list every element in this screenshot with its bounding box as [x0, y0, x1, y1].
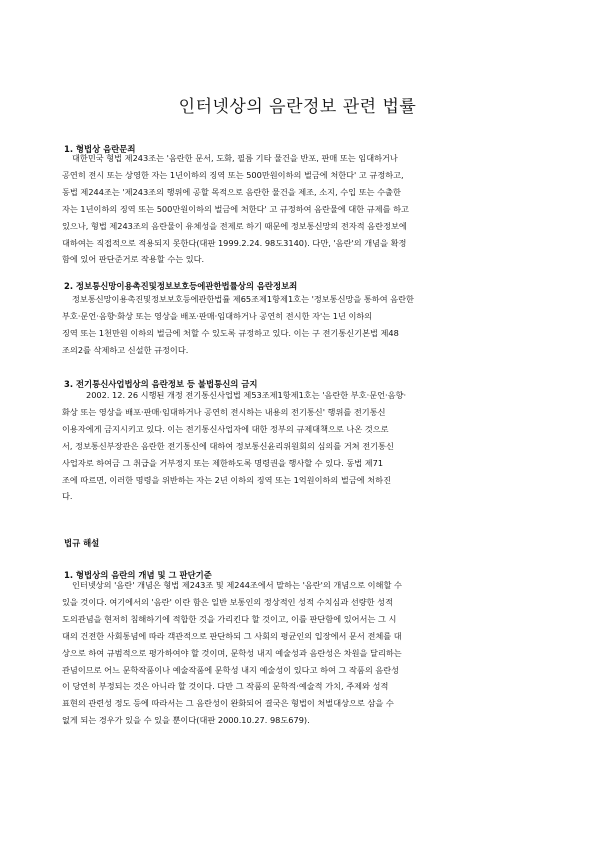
commentary-body	[62, 577, 540, 729]
section-heading-3: 3. 전기통신사업법상의 음란정보 등 불법통신의 금지	[64, 379, 258, 389]
text-line: 있을 것이다. 여기에서의 '음란' 이란 함은 일반 보통인의 정상적인 성적 수치심과 선량한 성적	[62, 596, 393, 607]
text-line: 동법 제244조는 '제243조의 행위에 공할 목적으로 음란한 물건을 제조, 소지, 수입 또는 수출한	[62, 186, 401, 197]
text-line: 대한민국 형법 제243조는 '음란한 문서, 도화, 필름 기타 물건을 반포, 판매 또는 임대하거나	[72, 153, 398, 163]
text-line: 부호·문언·음향·화상 또는 영상을 배포·판매·임대하거나 공연히 전시한 자'는 1년 이하의	[62, 310, 373, 321]
text-line: 대의 건전한 사회통념에 따라 객관적으로 판단하되 그 사회의 평균인의 입장에서 문서 전체를 대	[62, 630, 402, 641]
section-body-2	[62, 291, 540, 359]
text-line: 화상 또는 영상을 배포·판매·임대하거나 공연히 전시하는 내용의 전기통신' 행위를 전기통신	[62, 406, 386, 417]
text-line: 사업자로 하여금 그 취급을 거부정지 또는 제한하도록 명령권을 행사할 수 있다. 동법 제71	[62, 457, 384, 468]
section-body-3	[62, 387, 540, 505]
text-line: 대하여는 직접적으로 적용되지 못한다(대판 1999.2.24. 98도3140). 다만, '음란'의 개념을 확정	[62, 237, 407, 248]
section-body-1	[62, 150, 540, 268]
text-line: 조에 따르면, 이러한 명령을 위반하는 자는 2년 이하의 징역 또는 1억원이하의 벌금에 처하진	[62, 474, 391, 485]
text-line: 도의관념을 현저히 침해하기에 적합한 것을 가리킨다 할 것이고, 이를 판단함에 있어서는 그 시	[62, 613, 397, 624]
commentary-label: 법규 해설	[64, 538, 100, 548]
text-line: 있으나, 형법 제243조의 음란물이 유체성을 전제로 하기 때문에 정보통신망의 전자적 음란정보에	[62, 220, 407, 231]
text-line: 함에 있어 판단준거로 작용할 수는 있다.	[62, 254, 205, 265]
text-line: 이 당연히 부정되는 것은 아니라 할 것이다. 다만 그 작품의 문학적·예술적 가치, 주제와 성적	[62, 681, 389, 692]
text-line: 관념이므로 어느 문학작품이나 예술작품에 문학성 내지 예술성이 있다고 하여 그 작품의 음란성	[62, 664, 400, 675]
text-line: 2002. 12. 26 시행된 개정 전기통신사업법 제53조제1항제1호는 '음란한 부호·문언·음향·	[86, 390, 407, 400]
text-line: 공연히 전시 또는 상영한 자는 1년이하의 징역 또는 500만원이하의 벌금에 처한다' 고 규정하고,	[62, 169, 404, 180]
section-heading-2: 2. 정보통신망이용촉진및정보보호등에관한법률상의 음란정보죄	[64, 281, 298, 291]
text-line: 인터넷상의 '음란' 개념은 형법 제243조 및 제244조에서 말하는 '음란'의 개념으로 이해할 수	[72, 580, 402, 590]
text-line: 없게 되는 경우가 있을 수 있을 뿐이다(대판 2000.10.27. 98도679).	[62, 715, 310, 726]
text-line: 이용자에게 금지시키고 있다. 이는 전기통신사업자에 대한 정부의 규제대책으로 나온 것으로	[62, 423, 389, 434]
text-line: 정보통신망이용촉진및정보보호등에관한법률 제65조제1항제1호는 '정보통신망을 통하여 음란한	[72, 294, 414, 304]
text-line: 조의2를 삭제하고 신설한 규정이다.	[62, 344, 189, 355]
text-line: 자는 1년이하의 징역 또는 500만원이하의 벌금에 처한다' 고 규정하여 음란물에 대한 규제를 하고	[62, 203, 409, 214]
text-line: 다.	[62, 491, 73, 502]
text-line: 징역 또는 1천만원 이하의 벌금에 처할 수 있도록 규정하고 있다. 이는 구 전기통신기본법 제48	[62, 327, 399, 338]
document-title: 인터넷상의 음란정보 관련 법률	[178, 97, 417, 117]
text-line: 표현의 관련성 정도 등에 따라서는 그 음란성이 완화되어 결국은 형법이 처벌대상으로 삼을 수	[62, 698, 394, 709]
commentary-heading: 1. 형법상의 음란의 개념 및 그 판단기준	[64, 570, 212, 580]
section-heading-1: 1. 형법상 음란문죄	[64, 144, 136, 154]
text-line: 서, 정보통신부장관은 음란한 전기통신에 대하여 정보통신윤리위원회의 심의를 거쳐 전기통신	[62, 440, 394, 451]
text-line: 상으로 하여 규범적으로 평가하여야 할 것이며, 문학성 내지 예술성과 음란성은 차원을 달리하는	[62, 647, 402, 658]
